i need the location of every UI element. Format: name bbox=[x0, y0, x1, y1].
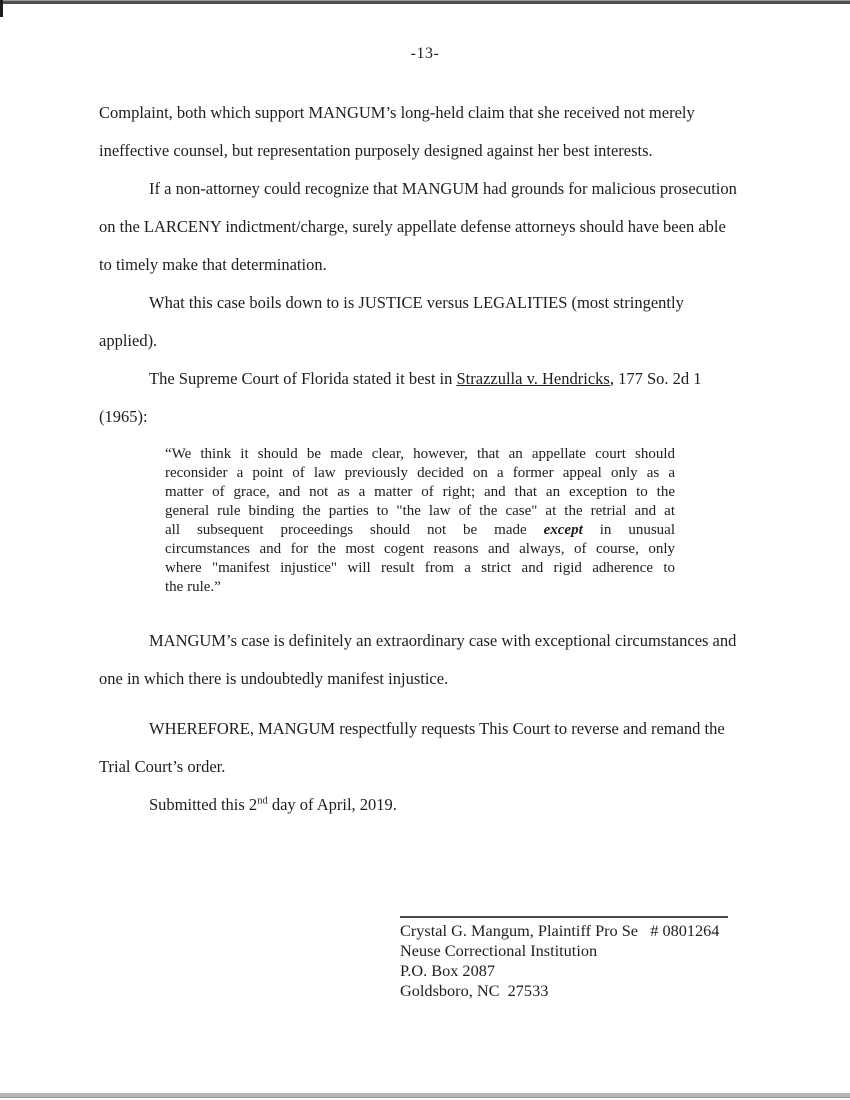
signatory-po-box: P.O. Box 2087 bbox=[400, 961, 495, 980]
text-line: applied). bbox=[99, 331, 158, 350]
text-line: WHEREFORE, MANGUM respectfully requests This Court to reverse and remand the bbox=[149, 719, 725, 738]
paragraph-3 bbox=[99, 284, 759, 360]
quote-line bbox=[165, 521, 675, 540]
submitted-post-text: day of April, 2019. bbox=[267, 795, 397, 814]
signature-line bbox=[400, 916, 728, 918]
signatory-institution: Neuse Correctional Institution bbox=[400, 941, 598, 960]
quote-line: circumstances and for the most cogent reasons and always, of course, only bbox=[165, 541, 675, 557]
text-line: Trial Court’s order. bbox=[99, 757, 226, 776]
quote-line: “We think it should be made clear, however, that an appellate court should bbox=[165, 446, 675, 462]
text-line: MANGUM’s case is definitely an extraordinary case with exceptional circumstances and bbox=[149, 631, 737, 650]
signatory-city-state-zip: Goldsboro, NC 27533 bbox=[400, 981, 549, 1000]
quote-line: reconsider a point of law previously decided on a former appeal only as a bbox=[165, 465, 675, 481]
paragraph-1 bbox=[99, 94, 759, 170]
quote-line5-post: in unusual bbox=[582, 522, 675, 538]
paragraph-wherefore bbox=[99, 710, 759, 786]
quote-line: general rule binding the parties to "the law of the case" at the retrial and at bbox=[165, 503, 675, 519]
quote-line: the rule.” bbox=[165, 579, 221, 595]
text-line: on the LARCENY indictment/charge, surely appellate defense attorneys should have been able bbox=[99, 217, 726, 236]
text-line: What this case boils down to is JUSTICE versus LEGALITIES (most stringently bbox=[149, 293, 684, 312]
ordinal-superscript: nd bbox=[257, 795, 268, 807]
paragraph-citation bbox=[99, 360, 759, 436]
quote-emphasis-word: except bbox=[543, 522, 583, 538]
quote-line: matter of grace, and not as a matter of right; and that an exception to the bbox=[165, 484, 675, 500]
citation-post-text: , 177 So. 2d 1 bbox=[609, 369, 702, 388]
scan-edge-top bbox=[0, 0, 850, 4]
citation-pre-text: The Supreme Court of Florida stated it best in bbox=[149, 369, 457, 388]
scan-edge-bottom bbox=[0, 1093, 850, 1098]
scan-edge-corner bbox=[0, 0, 3, 17]
text-line: to timely make that determination. bbox=[99, 255, 327, 274]
text-line bbox=[99, 360, 759, 398]
text-line: Complaint, both which support MANGUM’s long-held claim that she received not merely bbox=[99, 103, 695, 122]
submitted-pre-text: Submitted this 2 bbox=[149, 795, 258, 814]
text-line: ineffective counsel, but representation purposely designed against her best interests. bbox=[99, 141, 653, 160]
page-number: -13- bbox=[410, 45, 440, 62]
text-line: If a non-attorney could recognize that MANGUM had grounds for malicious prosecution bbox=[149, 179, 737, 198]
quote-line5-pre: all subsequent proceedings should not be made bbox=[165, 522, 544, 538]
case-citation: Strazzulla v. Hendricks bbox=[456, 369, 610, 388]
document-body bbox=[99, 94, 759, 824]
text-line: one in which there is undoubtedly manifest injustice. bbox=[99, 669, 449, 688]
submitted-line bbox=[99, 786, 759, 824]
quote-line: where "manifest injustice" will result from a strict and rigid adherence to bbox=[165, 560, 675, 576]
paragraph-2 bbox=[99, 170, 759, 284]
signature-block bbox=[400, 916, 740, 1001]
block-quote bbox=[165, 445, 675, 597]
text-line: (1965): bbox=[99, 407, 148, 426]
signatory-name: Crystal G. Mangum, Plaintiff Pro Se # 0801264 bbox=[400, 921, 720, 940]
paragraph-5 bbox=[99, 622, 759, 698]
